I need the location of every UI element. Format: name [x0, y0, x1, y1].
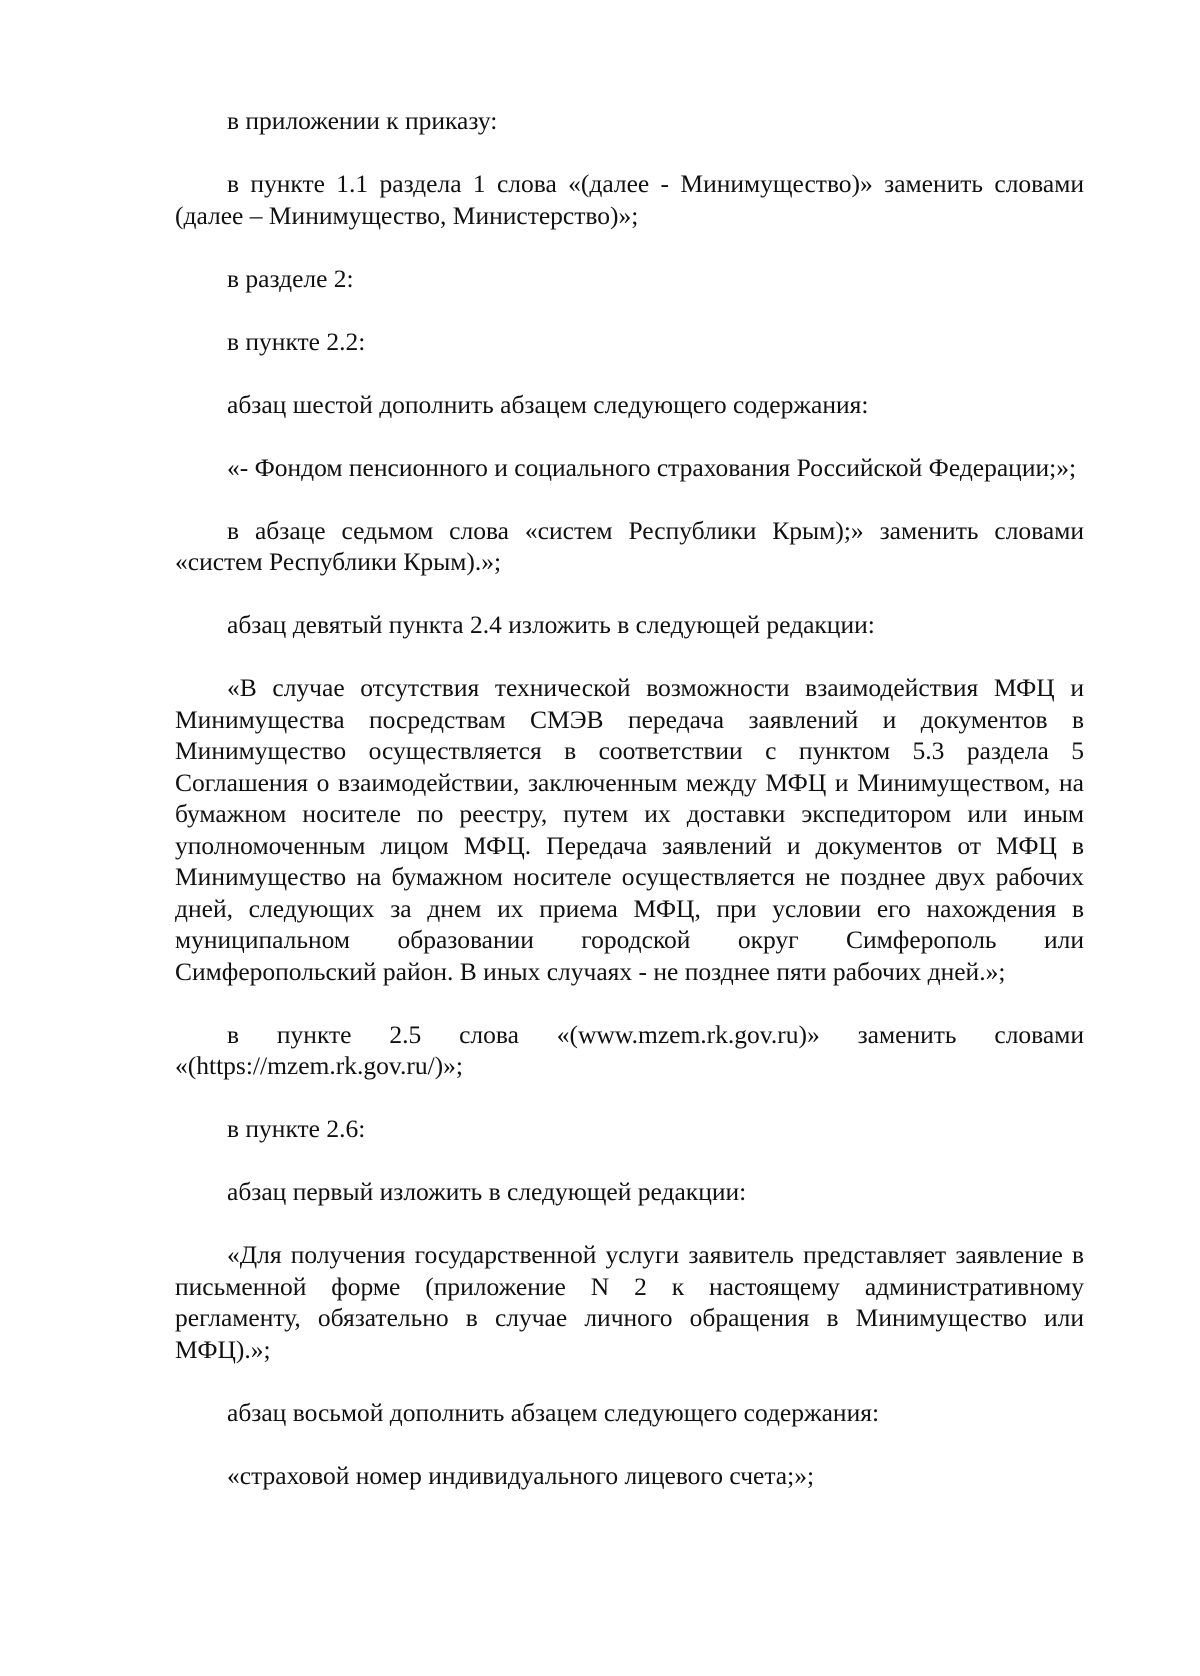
paragraph: в пункте 2.6:	[227, 1114, 366, 1143]
paragraph: в пункте 2.5 слова «(www.mzem.rk.gov.ru)» заменить словами «(https://mzem.rk.gov.ru/)»;	[175, 1019, 1084, 1080]
paragraph: в пункте 2.2:	[227, 326, 366, 356]
paragraph: в приложении к приказу:	[227, 106, 498, 135]
paragraph: абзац первый изложить в следующей редакции:	[227, 1177, 747, 1206]
paragraph: в пункте 1.1 раздела 1 слова «(далее - Минимущество)» заменить словами (далее – Минимущество, Министерство)»;	[175, 169, 1084, 230]
paragraph: «- Фондом пенсионного и социального страхования Российской Федерации;»;	[227, 452, 1077, 482]
paragraph: абзац шестой дополнить абзацем следующего содержания:	[227, 389, 869, 419]
paragraph: в разделе 2:	[227, 263, 354, 293]
document-body	[175, 105, 1084, 1491]
paragraph: «Для получения государственной услуги заявитель представляет заявление в письменной форме (приложение N 2 к настоящему административному регламенту, обязательно в случае личного обращения в Минимущество или МФЦ).»;	[175, 1240, 1084, 1364]
paragraph: абзац девятый пункта 2.4 изложить в следующей редакции:	[227, 610, 875, 639]
paragraph: абзац восьмой дополнить абзацем следующего содержания:	[227, 1397, 880, 1427]
paragraph: «страховой номер индивидуального лицевого счета;»;	[227, 1460, 815, 1490]
paragraph: «В случае отсутствия технической возможности взаимодействия МФЦ и Минимущества посредствам СМЭВ передача заявлений и документов в Минимущество осуществляется в соответствии с пунктом 5.3 раздела 5 Соглашения о взаимодействии, заключенным между МФЦ и Минимуществом, на бумажном носителе по реестру, путем их доставки экспедитором или иным уполномоченным лицом МФЦ. Передача заявлений и документов от МФЦ в Минимущество на бумажном носителе осуществляется не позднее двух рабочих дней, следующих за днем их приема МФЦ, при условии его нахождения в муниципальном образовании городской округ Симферополь или Симферопольский район. В иных случаях - не позднее пяти рабочих дней.»;	[175, 673, 1084, 986]
paragraph: в абзаце седьмом слова «систем Республики Крым);» заменить словами «систем Республики Крым).»;	[175, 515, 1084, 576]
